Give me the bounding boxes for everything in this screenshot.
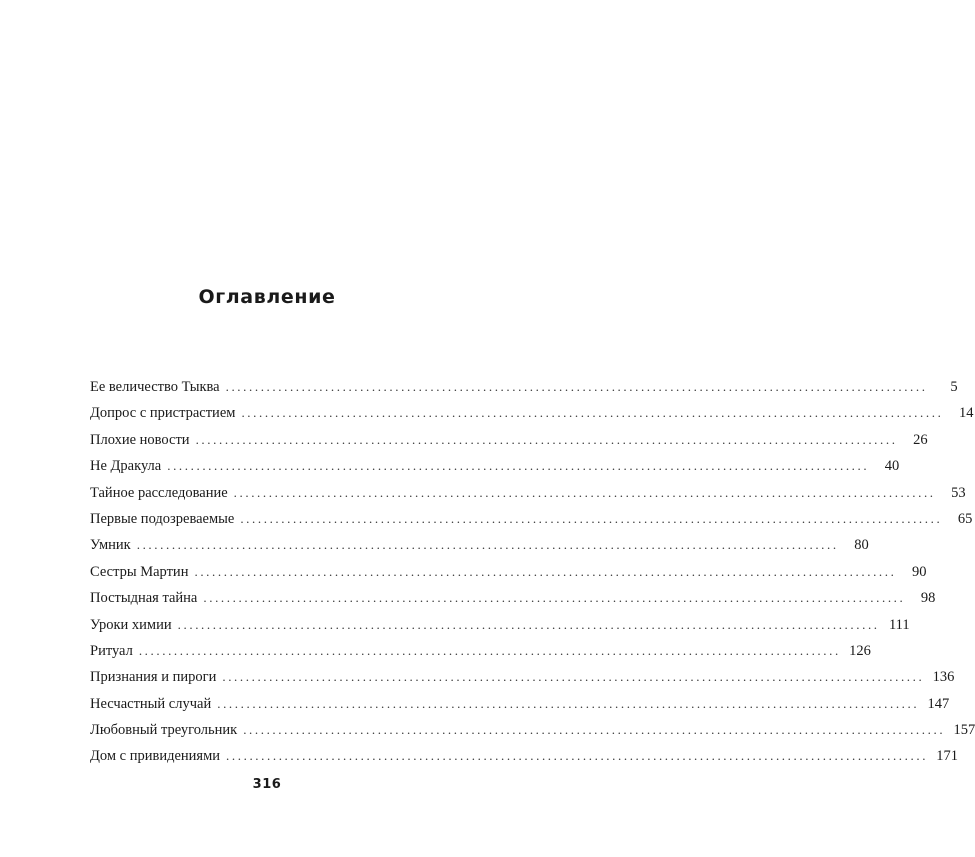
toc-entry-title: Дом с привидениями [90, 748, 221, 765]
dot-leader: ........................................................................................................................ [217, 695, 920, 711]
toc-entry [90, 453, 900, 479]
toc-entry-page: 65 [957, 510, 973, 527]
toc-entry-title: Допрос с пристрастием [90, 405, 236, 422]
dot-leader: ........................................................................................................................ [222, 669, 925, 685]
toc-entry-title: Ритуал [90, 642, 133, 659]
toc-entry-page: 171 [936, 748, 959, 765]
dot-leader: ........................................................................................................................ [203, 590, 906, 606]
toc-entry-page: 14 [958, 405, 974, 422]
toc-entry-page: 90 [911, 563, 927, 580]
dot-leader: ........................................................................................................................ [177, 616, 880, 632]
toc-entry-page: 126 [849, 642, 871, 659]
toc-entry-title: Признания и пироги [90, 669, 217, 686]
dot-leader: ........................................................................................................................ [194, 563, 897, 579]
dot-leader: ........................................................................................................................ [241, 405, 944, 421]
toc-entry-title: Плохие новости [90, 431, 190, 448]
page-title: Оглавление [198, 286, 336, 308]
toc-entry-page: 80 [854, 537, 869, 554]
toc-entry [90, 717, 975, 743]
dot-leader: ........................................................................................................................ [233, 484, 936, 500]
dot-leader: ........................................................................................................................ [167, 458, 870, 474]
toc-entry-page: 136 [932, 669, 955, 686]
toc-entry-title: Ее величество Тыква [90, 379, 220, 395]
dot-leader: ........................................................................................................................ [138, 642, 841, 658]
toc-entry [90, 427, 928, 453]
toc-entry-page: 40 [884, 458, 900, 475]
dot-leader: ........................................................................................................................ [240, 510, 943, 526]
toc-entry-page: 5 [950, 379, 958, 395]
toc-entry-title: Первые подозреваемые [90, 510, 235, 527]
toc-entry-title: Умник [90, 537, 131, 554]
toc-entry [90, 480, 966, 506]
toc-entry [90, 532, 869, 558]
toc-entry-page: 26 [913, 431, 928, 448]
toc-entry [90, 743, 959, 769]
toc-entry-page: 147 [927, 695, 950, 712]
table-of-contents [90, 374, 975, 770]
page-number: 316 [252, 777, 282, 792]
toc-entry [90, 506, 973, 532]
toc-entry [90, 400, 974, 426]
toc-entry-page: 157 [953, 722, 975, 739]
toc-entry-title: Не Дракула [90, 458, 162, 475]
toc-entry-page: 111 [888, 616, 910, 633]
dot-leader: ........................................................................................................................ [226, 748, 929, 764]
toc-entry-title: Постыдная тайна [90, 590, 198, 607]
toc-entry-title: Тайное расследование [90, 484, 228, 501]
toc-entry [90, 612, 910, 638]
dot-leader: ........................................................................................................................ [243, 722, 946, 738]
dot-leader: ........................................................................................................................ [136, 537, 839, 553]
toc-entry [90, 691, 950, 717]
toc-entry-title: Любовный треугольник [90, 722, 238, 739]
toc-entry [90, 638, 871, 664]
toc-entry-page: 53 [951, 484, 966, 501]
toc-entry-title: Сестры Мартин [90, 563, 189, 580]
dot-leader: ........................................................................................................................ [225, 379, 928, 394]
toc-entry [90, 374, 958, 400]
toc-entry-title: Уроки химии [90, 616, 172, 633]
dot-leader: ........................................................................................................................ [195, 431, 898, 447]
toc-entry [90, 585, 936, 611]
toc-entry-page: 98 [920, 590, 936, 607]
toc-entry [90, 664, 955, 690]
toc-entry-title: Несчастный случай [90, 695, 212, 712]
toc-entry [90, 559, 927, 585]
